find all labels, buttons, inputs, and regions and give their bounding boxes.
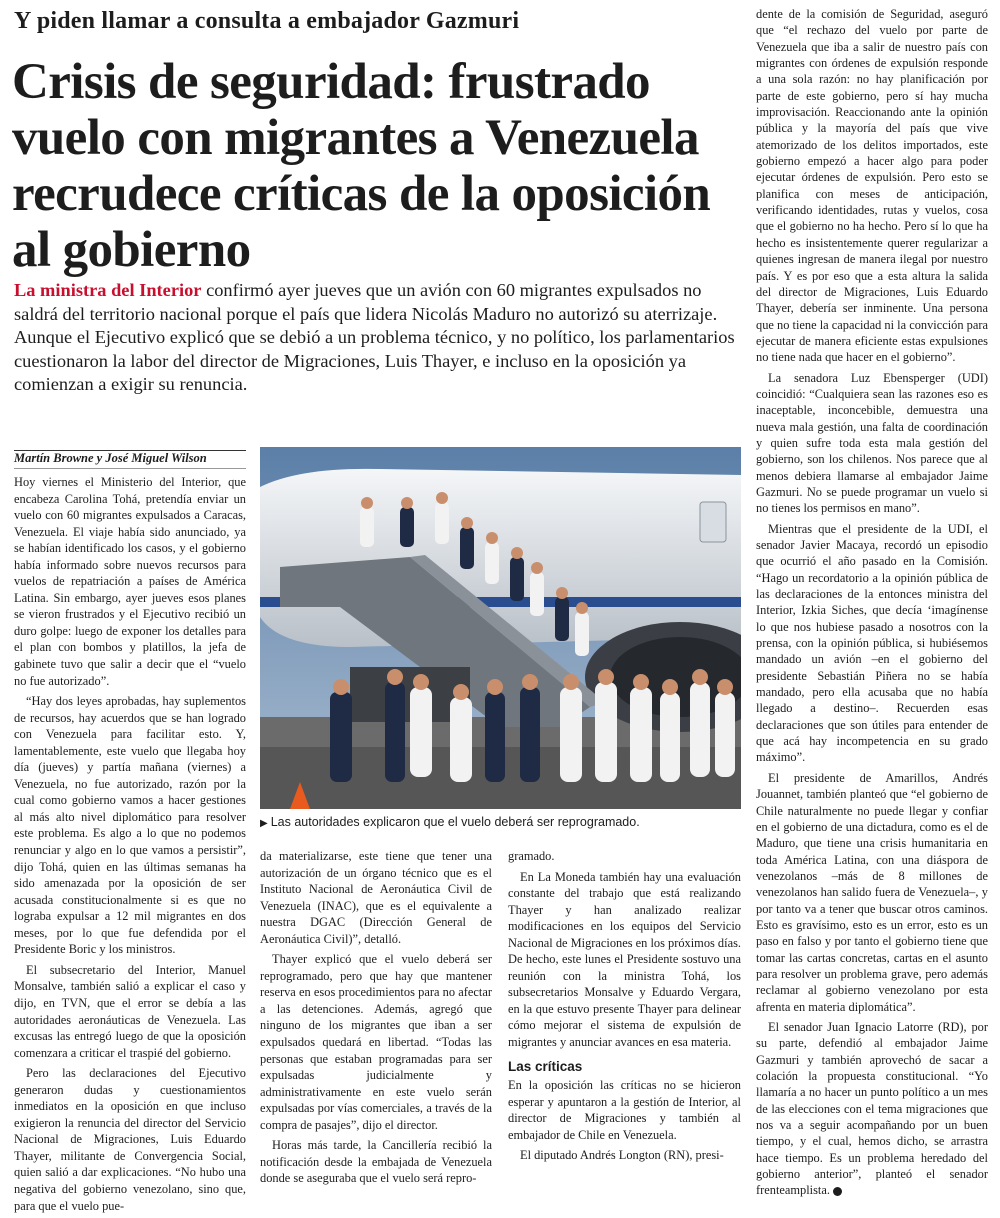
byline-rule-bottom [14,468,246,469]
paragraph: Hoy viernes el Ministerio del Interior, que encabeza Carolina Tohá, pretendía enviar un vuelo con 60 migrantes expulsados a Caracas, Venezuela. El viaje había sido anunciado, ya se habían identificado los casos, y el gobierno había informado sobre nuevos recursos para vuelos de repatriación a países de América Latina. Sin embargo, ayer jueves esos planes se vieron frustrados y el Ejecutivo recibió un duro golpe: luego de exponer los detalles para el plan con bombos y platillos, la jefa de gabinete tuvo que salir a decir que el “vuelo no fue autorizado”. [14,475,246,688]
article-headline: Crisis de seguridad: frustrado vuelo con migrantes a Venezuela recrudece críticas de la oposición al gobierno [12,54,711,278]
paragraph-text: El senador Juan Ignacio Latorre (RD), por su parte, defendió al embajador Jaime Gazmuri y también aprovechó de sacar a colación la propuesta constitucional. “Yo llamaría a no hacer un punto político a un mes de las elecciones con el tema migraciones que nos va a seguir acompañando por un buen tiempo, y el cual, hemos dicho, se arrastra hace tiempo. Es un problema heredado del gobierno anterior”, planteó el senador frenteamplista. [756,1019,988,1198]
article-photo [260,447,741,809]
body-column-4 [756,6,988,1203]
paragraph: El diputado Andrés Longton (RN), presi- [520,1148,724,1163]
section-heading: Las críticas [508,1058,583,1074]
photo-caption-text: Las autoridades explicaron que el vuelo deberá ser reprogramado. [270,815,640,829]
lead-highlight: La ministra del Interior [14,280,202,300]
photo-caption [260,815,741,829]
article-lead [14,279,736,397]
paragraph: “Hay dos leyes aprobadas, hay suplementos de recursos, hay acuerdos que se han logrado con Venezuela para facilitar esto. Y, lamentablemente, este vuelo que llegaba hoy día (jueves) y partía mañana (viernes) a Venezuela, no fue autorizado, razón por la cual como gobierno vamos a hacer gestiones al más alto nivel diplomático para resolver este problema. Es algo a lo que no podemos renunciar y algo en lo que vamos a persistir”, dijo Tohá, quien en las últimas semanas ha sido amenazada por la oposición de ser acusada constitucionalmente si es que no lograba expulsar a 12 mil migrantes en dos meses, por lo que fue defendida por el Presidente Boric y los ministros. [14,694,246,957]
paragraph: dente de la comisión de Seguridad, aseguró que “el rechazo del vuelo por parte de Venezuela que iba a salir de nuestro país con migrantes con órdenes de expulsión responde a una sola razón: no hay planificación por parte de este gobierno, pero sí hay mucha improvisación. Reaccionando ante la opinión pública y la mayoría del país que vive atemorizado de los delitos importados, este gobierno empezó a hacer algo para poder ejecutar órdenes de expulsión. Pero esto se planifica con meses de anticipación, verificando identidades, rutas y vuelos, cosa que el gobierno no ha hecho. Pero sí lo que ha hecho es insistentemente querer regularizar a quienes ingresan de manera ilegal por nuestro país. Y es por eso que a esta altura la salida del director de Migraciones, Luis Eduardo Thayer, debería ser inminente. Una persona que no tiene la capacidad ni la convicción para ejecutar de manera eficiente estas expulsiones no tiene nada que hacer en el gobierno”. [756,7,988,365]
paragraph: gramado. [508,849,555,863]
paragraph: Pero las declaraciones del Ejecutivo generaron dudas y cuestionamientos inmediatos en la oposición en que incluso exigieron la renuncia del director del Servicio Nacional de Migraciones, Luis Eduardo Thayer, militante de Convergencia Social, quien salió a dar explicaciones. “No hubo una negativa del gobierno venezolano, sino que, para que el vuelo pue- [14,1066,246,1213]
paragraph: Mientras que el presidente de la UDI, el senador Javier Macaya, recordó un episodio que ocurrió el año pasado en la Comisión. “Hago un recordatorio a la opinión pública de las declaraciones de la entonces ministra del Interior, Izkia Siches, que decía ‘imagínense lo que nos hubiese pasado a nosotros con la prensa, con la opinión pública, si hubiésemos mandado un avión –en el gobierno del presidente Sebastián Piñera no se había mandado, pero ella acusaba que no había llegado a destino–. Recuerden esas declaraciones que son útiles para entender de que acá hay incompetencia en su grado máximo”. [756,521,988,765]
paragraph: da materializarse, este tiene que tener una autorización de un órgano técnico que es el Instituto Nacional de Aeronáutica Civil de Venezuela (INAC), que es el equivalente a nuestra DGAC (Dirección General de Aeronáutica Civil)”, detalló. [260,849,492,946]
body-column-1 [14,474,246,1218]
paragraph: En la oposición las críticas no se hicieron esperar y apuntaron a la gestión de Interior, al director de Migraciones y también al embajador de Chile en Venezuela. [508,1078,741,1142]
paragraph: Thayer explicó que el vuelo deberá ser reprogramado, pero que hay que mantener reserva en esos procedimientos para no afectar a las detenciones. Además, agregó que ninguno de los migrantes que iban a ser expulsados quedará en libertad. “Todas las personas que estaban programadas para ser expulsadas judicialmente y administrativamente en este vuelo serán expulsadas por vías comerciales, a través de la compra de pasajes”, dijo el director. [260,952,492,1132]
byline: Martín Browne y José Miguel Wilson [14,451,207,465]
paragraph: Horas más tarde, la Cancillería recibió la notificación desde la embajada de Venezuela donde se aseguraba que el vuelo será repro- [260,1138,492,1186]
article-kicker: Y piden llamar a consulta a embajador Gazmuri [14,8,520,34]
end-dot-icon [833,1187,842,1196]
body-column-2 [260,848,492,1191]
paragraph: En La Moneda también hay una evaluación constante del trabajo que está realizando Thayer y han analizado realizar modificaciones en los equipos del Servicio Nacional de Migraciones en los próximos días. De hecho, este lunes el Presidente sostuvo una reunión con la ministra Tohá, los subsecretarios Monsalve y Eduardo Vergara, en la que estuvo presente Thayer para delinear cómo mejorar el sistema de expulsión de migrantes y anunciar avances en esa materia. [508,869,741,1050]
paragraph: La senadora Luz Ebensperger (UDI) coincidió: “Cualquiera sean las razones eso es inaceptable, inconcebible, demuestra una nueva mala gestión, una falta de coordinación y quien sufre toda esta mala gestión del gobierno, son los chilenos. Nos parece que al menos debiera llamarse al embajador Jaime Gazmuri. No se puede programar un vuelo si no tienes los permisos en mano”. [756,370,988,516]
paragraph [756,1019,988,1199]
paragraph: El subsecretario del Interior, Manuel Monsalve, también salió a explicar el caso y dijo, en TVN, que el error se debía a las autoridades aeronáuticas de Venezuela. Las excusas las entregó luego de que la oposición comenzara a criticar el traspié del gobierno. [14,962,246,1060]
body-column-3 [508,848,741,1168]
paragraph: El presidente de Amarillos, Andrés Jouannet, también planteó que “el gobierno de Chile naturalmente no puede llegar y confiar en el gobierno de una dictadura, como es el de Maduro, que tiene una crisis humanitaria en toda América Latina, con una diáspora de venezolanos –más de 8 millones de venezolanos han salido fuera de Venezuela–, y por tanto va a tener que buscar otros caminos. Esto es gravísimo, esto es un error, esto es un paso en falso y por tanto el gobierno tiene que tomar las cartas concretas, cartas en el asunto para resolver un problema grave, pero además reclamar al gobierno venezolano por esta afrenta en materia diplomática”. [756,770,988,1014]
triangle-right-icon: ▶ [260,818,268,829]
lead-text: confirmó ayer jueves que un avión con 60 migrantes expulsados no saldrá del territorio nacional porque el país que lidera Nicolás Maduro no autorizó su aterrizaje. Aunque el Ejecutivo explicó que se debió a un problema técnico, y no político, los parlamentarios cuestionaron la labor del director de Migraciones, Luis Thayer, e incluso en la oposición ya comienzan a exigir su renuncia. [14,280,735,395]
